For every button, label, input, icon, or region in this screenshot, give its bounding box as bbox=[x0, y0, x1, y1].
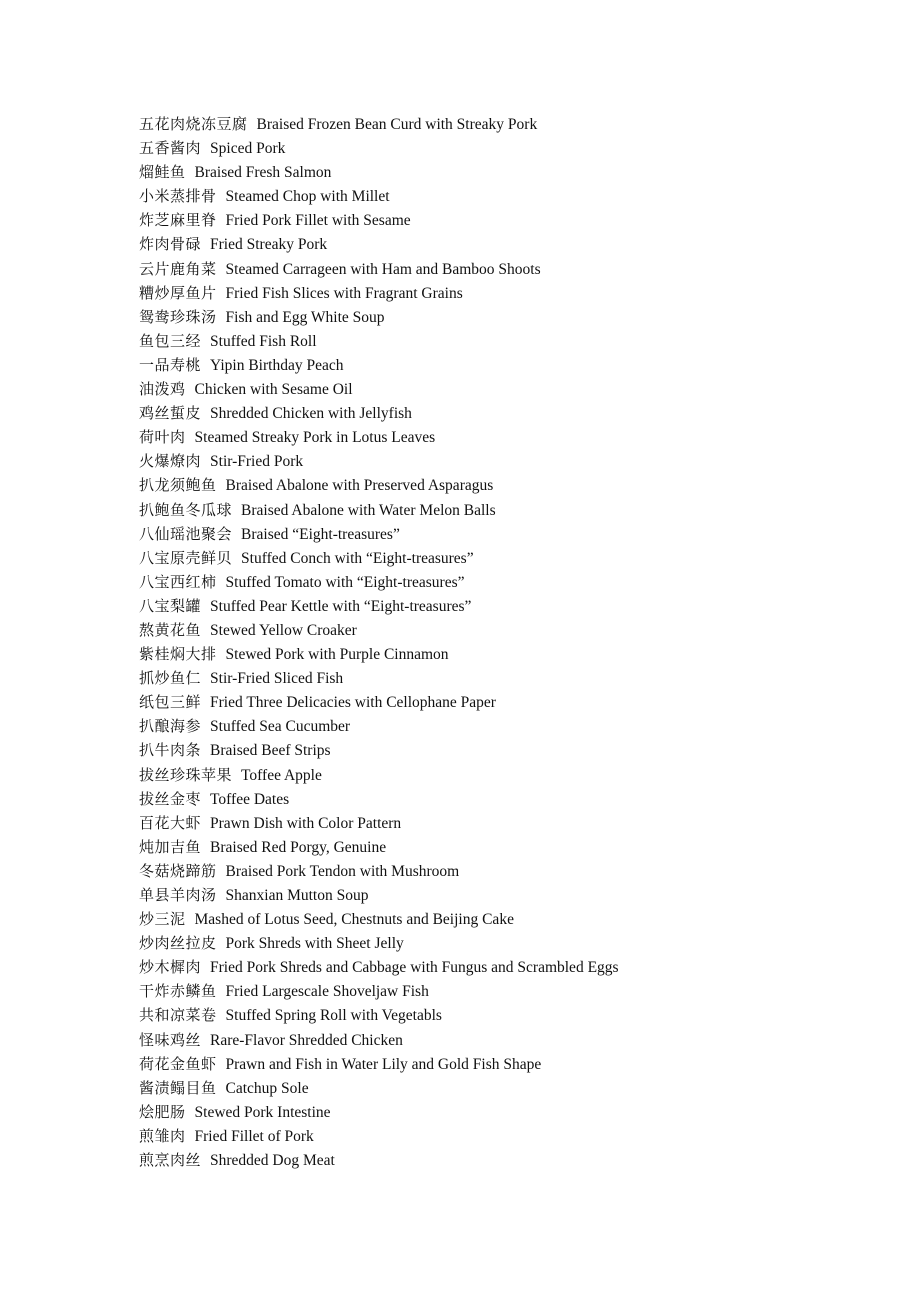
dish-row bbox=[139, 883, 619, 907]
dish-chinese-name: 八宝西红柿 bbox=[139, 572, 217, 591]
dish-row bbox=[139, 714, 619, 738]
dish-row bbox=[139, 449, 619, 473]
dish-row bbox=[139, 1028, 619, 1052]
dish-chinese-name: 炖加吉鱼 bbox=[139, 837, 202, 856]
dish-english-name: Stuffed Spring Roll with Vegetabls bbox=[225, 1007, 442, 1025]
dish-row bbox=[139, 401, 619, 425]
dish-english-name: Spiced Pork bbox=[210, 140, 286, 158]
dish-english-name: Braised Beef Strips bbox=[210, 742, 331, 760]
dish-english-name: Rare-Flavor Shredded Chicken bbox=[210, 1031, 403, 1049]
dish-chinese-name: 煎烹肉丝 bbox=[139, 1151, 202, 1170]
dish-row bbox=[139, 835, 619, 859]
dish-row bbox=[139, 763, 619, 787]
dish-chinese-name: 炒肉丝拉皮 bbox=[139, 934, 217, 953]
dish-row bbox=[139, 184, 619, 208]
dish-chinese-name: 纸包三鲜 bbox=[139, 693, 202, 712]
dish-english-name: Braised “Eight-treasures” bbox=[241, 525, 400, 543]
dish-english-name: Braised Pork Tendon with Mushroom bbox=[225, 862, 460, 880]
dish-row bbox=[139, 738, 619, 762]
dish-row bbox=[139, 931, 619, 955]
dish-english-name: Shredded Chicken with Jellyfish bbox=[210, 405, 412, 423]
dish-chinese-name: 抓炒鱼仁 bbox=[139, 669, 202, 688]
dish-row bbox=[139, 955, 619, 979]
dish-chinese-name: 熘鲑鱼 bbox=[139, 163, 186, 182]
dish-chinese-name: 扒酿海参 bbox=[139, 717, 202, 736]
dish-english-name: Catchup Sole bbox=[225, 1079, 309, 1097]
dish-english-name: Fish and Egg White Soup bbox=[225, 308, 385, 326]
dish-chinese-name: 煎雏肉 bbox=[139, 1126, 186, 1145]
dish-row bbox=[139, 329, 619, 353]
dish-row bbox=[139, 473, 619, 497]
dish-row bbox=[139, 594, 619, 618]
dish-english-name: Braised Fresh Salmon bbox=[194, 164, 332, 182]
dish-row bbox=[139, 1100, 619, 1124]
dish-english-name: Braised Frozen Bean Curd with Streaky Pork bbox=[256, 116, 538, 133]
dish-chinese-name: 八仙瑶池聚会 bbox=[139, 524, 233, 543]
dish-row bbox=[139, 811, 619, 835]
dish-english-name: Braised Abalone with Preserved Asparagus bbox=[225, 477, 494, 495]
dish-list bbox=[139, 112, 619, 1172]
dish-row bbox=[139, 498, 619, 522]
dish-chinese-name: 扒牛肉条 bbox=[139, 741, 202, 760]
dish-chinese-name: 糟炒厚鱼片 bbox=[139, 283, 217, 302]
dish-english-name: Stuffed Sea Cucumber bbox=[210, 718, 351, 736]
dish-row bbox=[139, 1148, 619, 1172]
dish-row bbox=[139, 425, 619, 449]
dish-chinese-name: 扒龙须鲍鱼 bbox=[139, 476, 217, 495]
dish-english-name: Braised Red Porgy, Genuine bbox=[210, 838, 387, 856]
dish-chinese-name: 烩肥肠 bbox=[139, 1102, 186, 1121]
dish-english-name: Toffee Apple bbox=[241, 766, 322, 784]
dish-chinese-name: 共和凉菜卷 bbox=[139, 1006, 217, 1025]
dish-chinese-name: 八宝梨罐 bbox=[139, 596, 202, 615]
dish-chinese-name: 百花大虾 bbox=[139, 813, 202, 832]
dish-english-name: Braised Abalone with Water Melon Balls bbox=[241, 501, 496, 519]
dish-chinese-name: 一品寿桃 bbox=[139, 355, 202, 374]
dish-chinese-name: 拔丝金枣 bbox=[139, 789, 202, 808]
dish-row bbox=[139, 979, 619, 1003]
dish-row bbox=[139, 522, 619, 546]
dish-english-name: Steamed Carrageen with Ham and Bamboo Shoots bbox=[225, 260, 541, 278]
dish-chinese-name: 油泼鸡 bbox=[139, 380, 186, 399]
dish-chinese-name: 干炸赤鳞鱼 bbox=[139, 982, 217, 1001]
dish-english-name: Prawn Dish with Color Pattern bbox=[210, 814, 402, 832]
dish-chinese-name: 酱渍鳎目鱼 bbox=[139, 1078, 217, 1097]
dish-english-name: Stewed Pork with Purple Cinnamon bbox=[225, 646, 449, 664]
dish-row bbox=[139, 907, 619, 931]
dish-english-name: Stir-Fried Sliced Fish bbox=[210, 670, 344, 688]
dish-chinese-name: 小米蒸排骨 bbox=[139, 187, 217, 206]
dish-row bbox=[139, 377, 619, 401]
dish-english-name: Stuffed Tomato with “Eight-treasures” bbox=[225, 573, 465, 591]
dish-english-name: Steamed Streaky Pork in Lotus Leaves bbox=[194, 429, 436, 447]
dish-row bbox=[139, 787, 619, 811]
dish-english-name: Stir-Fried Pork bbox=[210, 453, 304, 471]
dish-english-name: Yipin Birthday Peach bbox=[210, 356, 344, 374]
dish-row bbox=[139, 257, 619, 281]
dish-english-name: Steamed Chop with Millet bbox=[225, 188, 390, 206]
dish-english-name: Stewed Yellow Croaker bbox=[210, 621, 357, 639]
dish-english-name: Fried Pork Shreds and Cabbage with Fungus and Scrambled Eggs bbox=[210, 959, 619, 977]
dish-row bbox=[139, 208, 619, 232]
dish-chinese-name: 单县羊肉汤 bbox=[139, 886, 217, 904]
dish-english-name: Fried Largescale Shoveljaw Fish bbox=[225, 983, 429, 1001]
dish-chinese-name: 熬黄花鱼 bbox=[139, 620, 202, 639]
dish-english-name: Fried Pork Fillet with Sesame bbox=[225, 212, 411, 230]
dish-english-name: Fried Fish Slices with Fragrant Grains bbox=[225, 284, 463, 302]
dish-row bbox=[139, 1003, 619, 1027]
dish-chinese-name: 荷叶肉 bbox=[139, 428, 186, 447]
dish-row bbox=[139, 281, 619, 305]
dish-row bbox=[139, 305, 619, 329]
dish-row bbox=[139, 570, 619, 594]
dish-chinese-name: 怪味鸡丝 bbox=[139, 1030, 202, 1049]
dish-chinese-name: 紫桂焖大排 bbox=[139, 645, 217, 664]
dish-row bbox=[139, 1076, 619, 1100]
dish-chinese-name: 扒鲍鱼冬瓜球 bbox=[139, 500, 233, 519]
dish-english-name: Stuffed Pear Kettle with “Eight-treasures” bbox=[210, 597, 472, 615]
dish-row bbox=[139, 112, 619, 136]
dish-chinese-name: 八宝原壳鲜贝 bbox=[139, 548, 233, 567]
dish-english-name: Shanxian Mutton Soup bbox=[225, 887, 369, 904]
dish-row bbox=[139, 642, 619, 666]
dish-chinese-name: 炒三泥 bbox=[139, 910, 186, 929]
dish-english-name: Pork Shreds with Sheet Jelly bbox=[225, 935, 404, 953]
dish-chinese-name: 鸡丝蜇皮 bbox=[139, 404, 202, 423]
dish-english-name: Prawn and Fish in Water Lily and Gold Fish Shape bbox=[225, 1055, 542, 1073]
dish-chinese-name: 炒木樨肉 bbox=[139, 958, 202, 977]
dish-english-name: Toffee Dates bbox=[210, 790, 290, 808]
dish-english-name: Mashed of Lotus Seed, Chestnuts and Beijing Cake bbox=[194, 911, 514, 929]
dish-row bbox=[139, 1124, 619, 1148]
dish-english-name: Fried Streaky Pork bbox=[210, 236, 328, 254]
dish-chinese-name: 鸳鸯珍珠汤 bbox=[139, 307, 217, 326]
dish-english-name: Chicken with Sesame Oil bbox=[194, 381, 353, 399]
dish-chinese-name: 炸芝麻里脊 bbox=[139, 211, 217, 230]
dish-row bbox=[139, 690, 619, 714]
dish-chinese-name: 五花肉烧冻豆腐 bbox=[139, 115, 248, 133]
dish-chinese-name: 鱼包三经 bbox=[139, 331, 202, 350]
dish-row bbox=[139, 160, 619, 184]
dish-chinese-name: 荷花金鱼虾 bbox=[139, 1054, 217, 1073]
dish-english-name: Stuffed Conch with “Eight-treasures” bbox=[241, 549, 474, 567]
dish-row bbox=[139, 232, 619, 256]
dish-chinese-name: 冬菇烧蹄筋 bbox=[139, 861, 217, 880]
dish-row bbox=[139, 353, 619, 377]
dish-english-name: Fried Fillet of Pork bbox=[194, 1127, 314, 1145]
dish-chinese-name: 拔丝珍珠苹果 bbox=[139, 765, 233, 784]
dish-chinese-name: 火爆燎肉 bbox=[139, 452, 202, 471]
dish-row bbox=[139, 666, 619, 690]
dish-row bbox=[139, 618, 619, 642]
dish-chinese-name: 云片鹿角菜 bbox=[139, 259, 217, 278]
dish-row bbox=[139, 136, 619, 160]
dish-row bbox=[139, 859, 619, 883]
dish-english-name: Fried Three Delicacies with Cellophane Paper bbox=[210, 694, 496, 712]
dish-row bbox=[139, 546, 619, 570]
dish-english-name: Shredded Dog Meat bbox=[210, 1152, 335, 1170]
dish-row bbox=[139, 1052, 619, 1076]
dish-english-name: Stewed Pork Intestine bbox=[194, 1103, 331, 1121]
dish-english-name: Stuffed Fish Roll bbox=[210, 332, 317, 350]
dish-chinese-name: 五香酱肉 bbox=[139, 139, 202, 158]
dish-chinese-name: 炸肉骨碌 bbox=[139, 235, 202, 254]
